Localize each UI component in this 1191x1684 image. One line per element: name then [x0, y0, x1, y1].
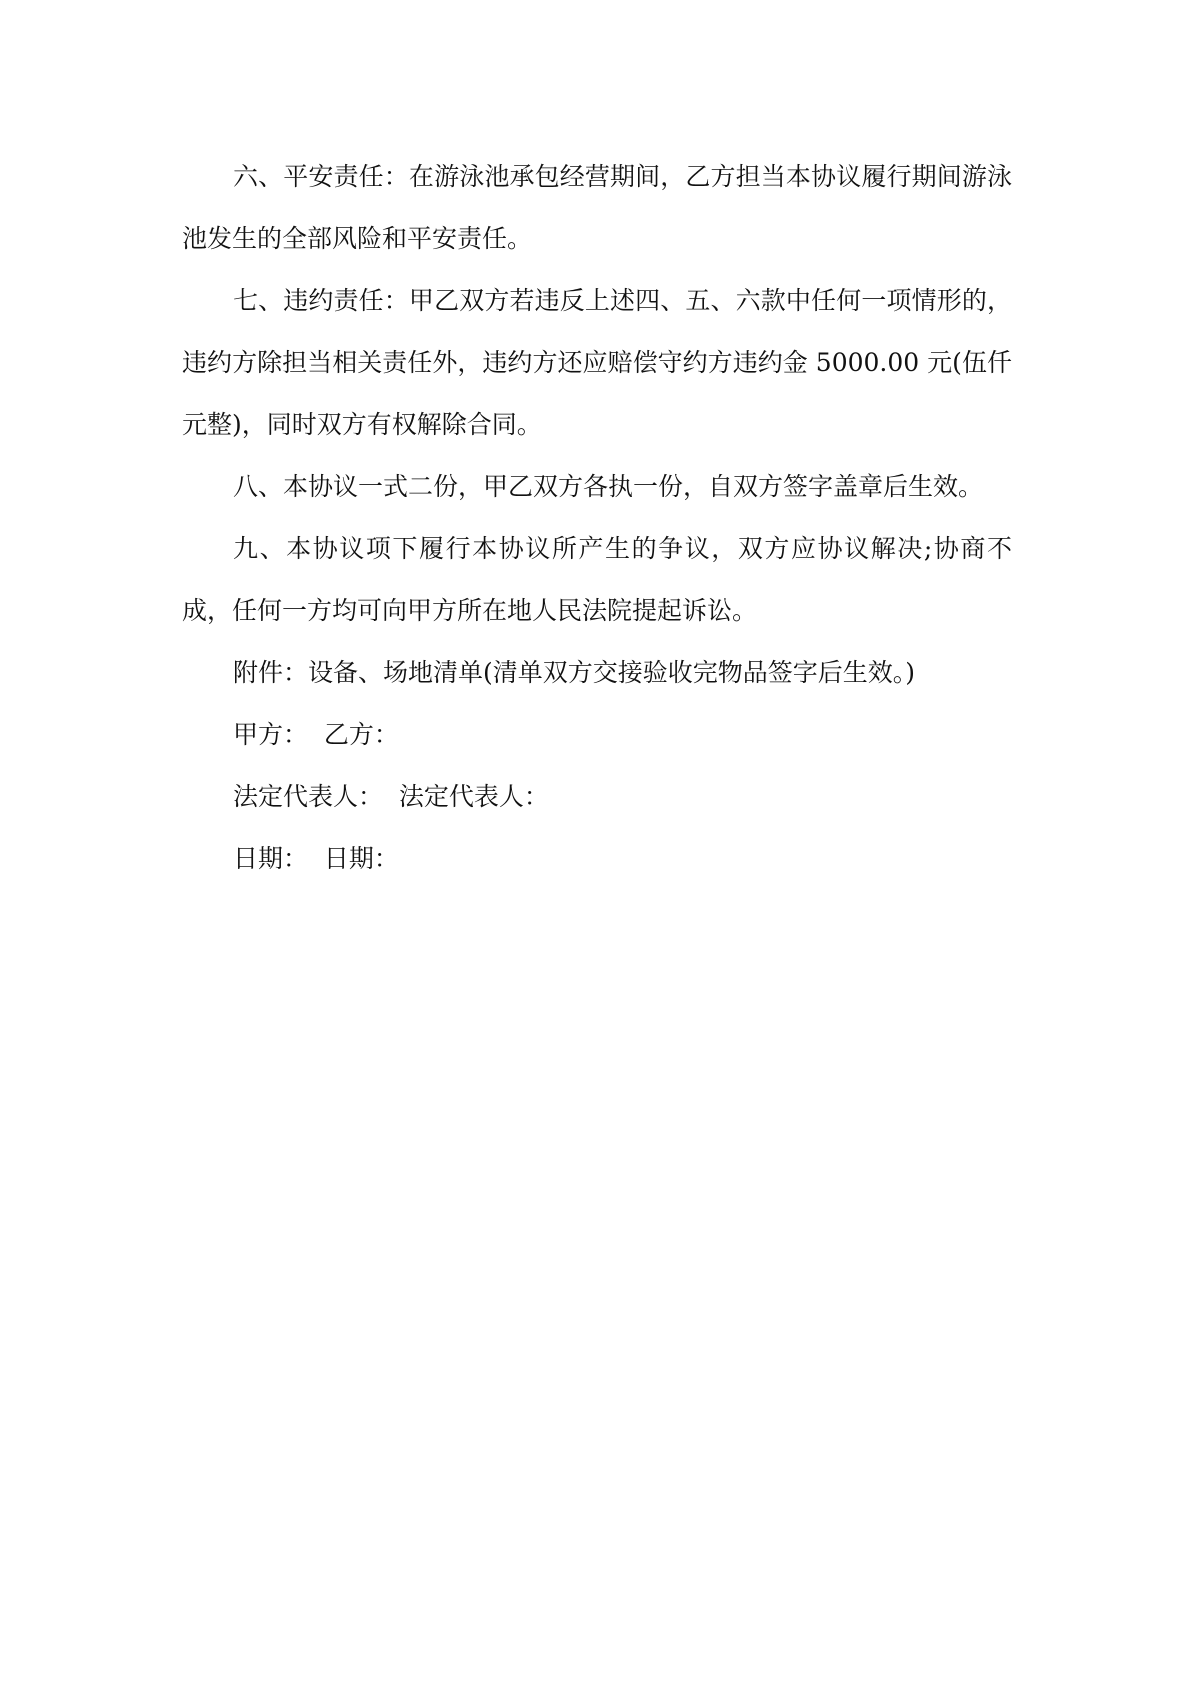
signature-dates: 日期： 日期： [233, 844, 399, 873]
signature-parties: 甲方： 乙方： [233, 720, 399, 749]
attachment-note: 附件：设备、场地清单(清单双方交接验收完物品签字后生效。) [233, 658, 916, 687]
clause-safety-responsibility: 六、平安责任：在游泳池承包经营期间，乙方担当本协议履行期间游泳池发生的全部风险和平安责任。 [182, 162, 1012, 253]
clause-breach-liability: 七、违约责任：甲乙双方若违反上述四、五、六款中任何一项情形的，违约方除担当相关责任外，违约方还应赔偿守约方违约金 5000.00 元(伍仟元整)，同时双方有权解除合同。 [182, 286, 1012, 439]
clause-copies-effectiveness: 八、本协议一式二份，甲乙双方各执一份，自双方签字盖章后生效。 [233, 472, 984, 501]
clause-dispute-resolution: 九、本协议项下履行本协议所产生的争议，双方应协议解决;协商不成，任何一方均可向甲方所在地人民法院提起诉讼。 [182, 534, 1012, 625]
document-body [182, 146, 1012, 890]
signature-representatives: 法定代表人： 法定代表人： [233, 782, 549, 811]
